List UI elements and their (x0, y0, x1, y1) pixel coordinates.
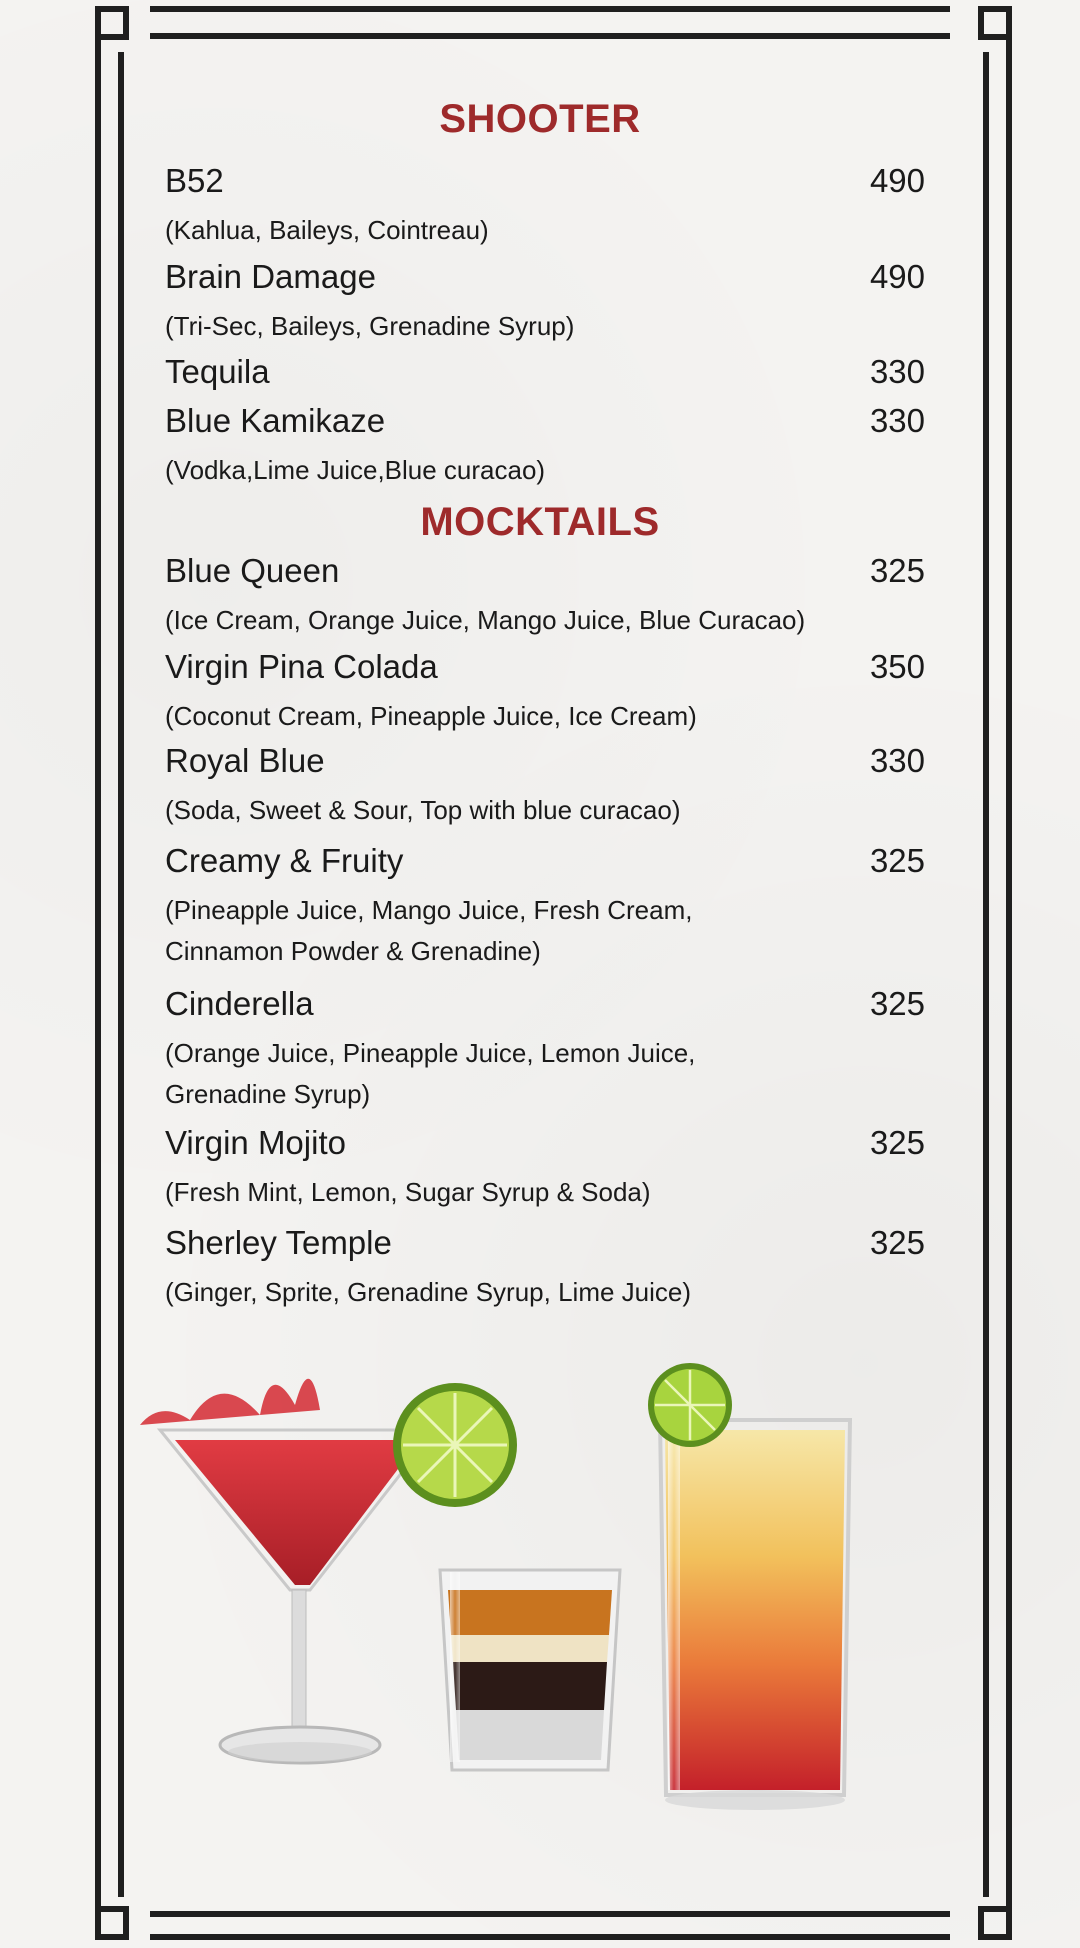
menu-item (165, 402, 925, 491)
menu-item (165, 842, 925, 972)
item-price: 350 (869, 648, 925, 685)
item-name: Sherley Temple (165, 1224, 392, 1261)
item-name: Virgin Mojito (165, 1124, 346, 1161)
item-description: (Coconut Cream, Pineapple Juice, Ice Cream) (165, 701, 697, 731)
item-name: Brain Damage (165, 258, 376, 295)
lime-slice-icon (393, 1383, 517, 1507)
item-price: 325 (869, 1124, 925, 1161)
item-price: 330 (869, 402, 925, 439)
lime-wedge-icon (648, 1363, 732, 1447)
item-name: Virgin Pina Colada (165, 648, 438, 685)
item-name: Royal Blue (165, 742, 325, 779)
item-price: 490 (869, 258, 925, 295)
menu-item (165, 353, 925, 391)
item-description: (Kahlua, Baileys, Cointreau) (165, 215, 489, 245)
item-name: Blue Kamikaze (165, 402, 386, 439)
item-description: (Fresh Mint, Lemon, Sugar Syrup & Soda) (165, 1177, 651, 1207)
item-price: 330 (869, 742, 925, 779)
item-price: 490 (869, 162, 925, 199)
martini-glass-icon (140, 1379, 435, 1763)
item-name: Tequila (165, 353, 270, 390)
item-description: (Vodka,Lime Juice,Blue curacao) (165, 455, 546, 485)
shot-glass-icon (440, 1570, 620, 1770)
item-name: Creamy & Fruity (165, 842, 404, 879)
menu-item (165, 1124, 925, 1213)
menu-item (165, 985, 925, 1115)
cocktail-illustration (120, 1290, 960, 1850)
menu-item (165, 742, 925, 831)
section-title-shooter: SHOOTER (439, 97, 641, 141)
item-description: (Tri-Sec, Baileys, Grenadine Syrup) (165, 311, 575, 341)
item-price: 325 (869, 842, 925, 879)
item-name: Blue Queen (165, 552, 340, 589)
item-description: (Ginger, Sprite, Grenadine Syrup, Lime Juice) (165, 1277, 692, 1307)
item-description: (Orange Juice, Pineapple Juice, Lemon Juice, Grenadine Syrup) (165, 1038, 696, 1109)
tall-glass-icon (660, 1420, 850, 1810)
item-price: 325 (869, 552, 925, 589)
item-name: Cinderella (165, 985, 314, 1022)
item-price: 330 (869, 353, 925, 390)
section-title-mocktails: MOCKTAILS (420, 500, 660, 544)
menu-item (165, 258, 925, 347)
item-description: (Ice Cream, Orange Juice, Mango Juice, Blue Curacao) (165, 605, 806, 635)
item-description: (Soda, Sweet & Sour, Top with blue curacao) (165, 795, 681, 825)
item-description: (Pineapple Juice, Mango Juice, Fresh Cream, Cinnamon Powder & Grenadine) (165, 895, 693, 966)
item-price: 325 (869, 1224, 925, 1261)
item-name: B52 (165, 162, 224, 199)
item-price: 325 (869, 985, 925, 1022)
menu-item (165, 648, 925, 737)
menu-item (165, 552, 925, 641)
menu-item (165, 162, 925, 251)
